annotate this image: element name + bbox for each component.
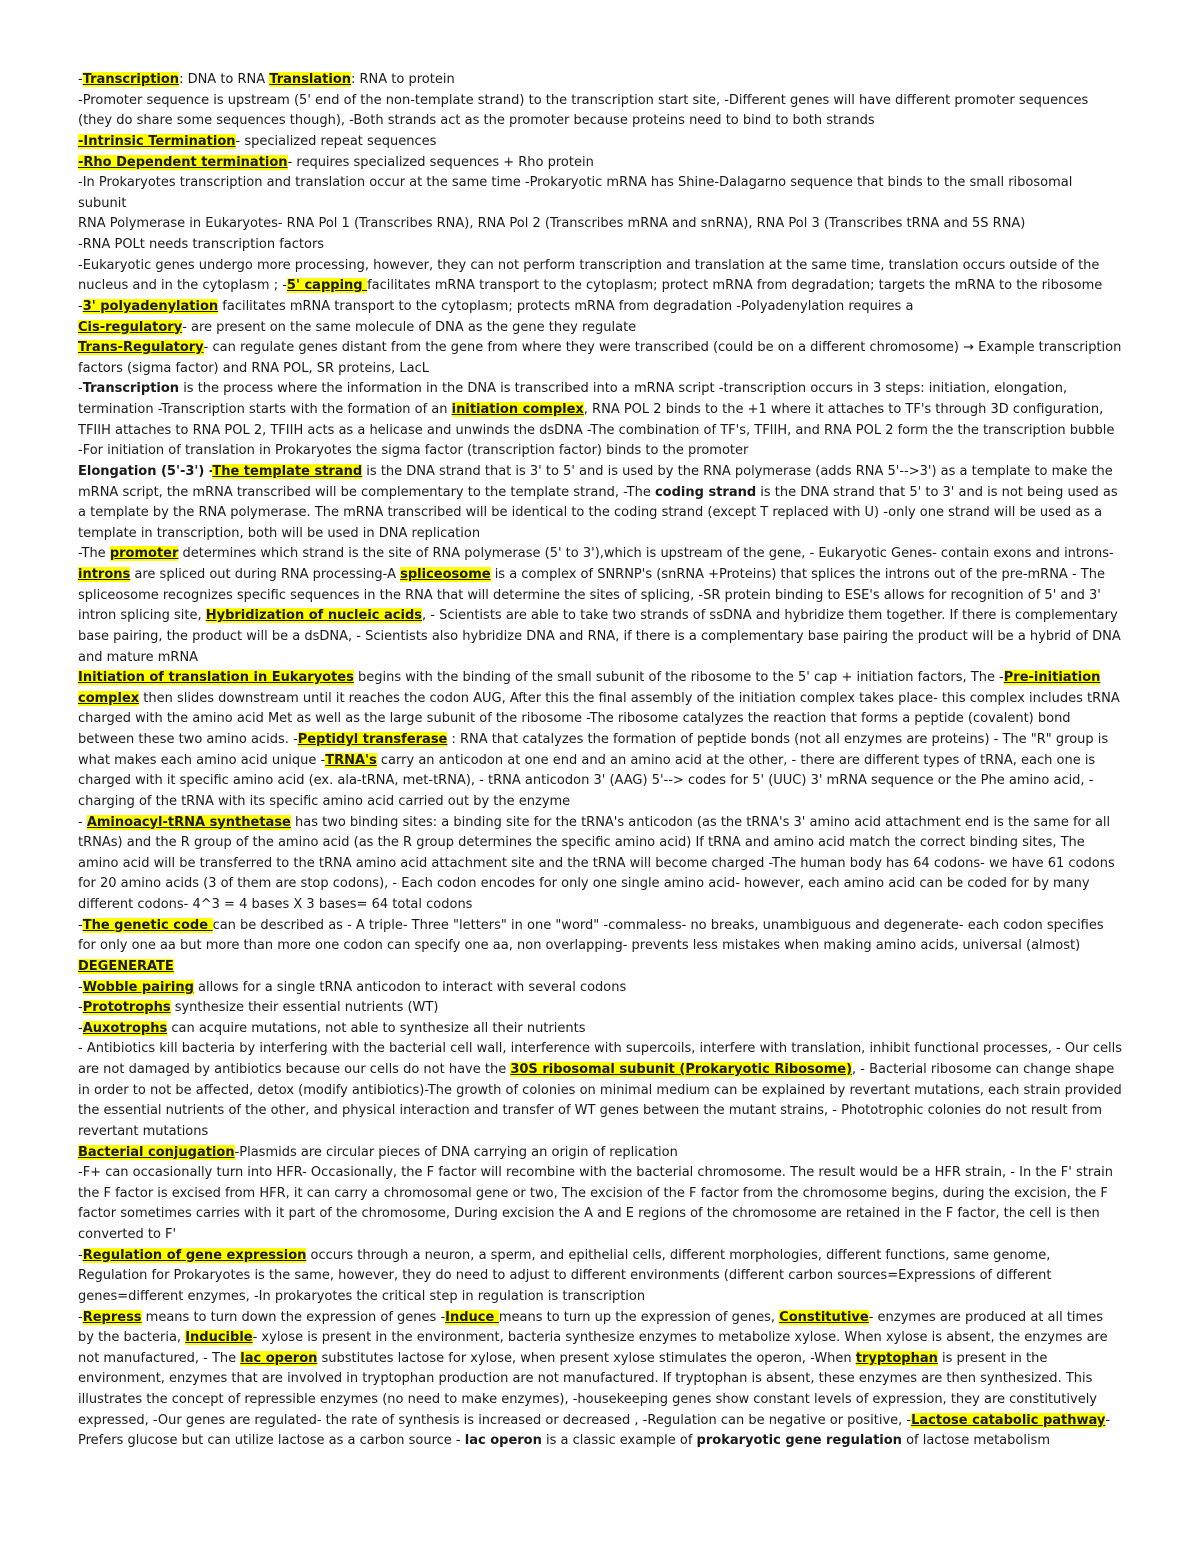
note-text: -Plasmids are circular pieces of DNA carrying an origin of replication	[234, 1144, 678, 1160]
note-text: , - Bacterial ribosome can change shape in order to not be affected, detox (modify antibiotics)-The growth of colonies on minimal medium can be explained by revertant mutations, each strain provided the essential nutrients of the other, and physical interaction and transfer of WT genes between the mutant strains, - Phototrophic colonies do not result from revertant mutations	[78, 1062, 1122, 1139]
note-paragraph	[78, 338, 1122, 379]
note-text: -In Prokaryotes transcription and translation occur at the same time -Prokaryotic mRNA has Shine-Dalagarno sequence that binds to the small ribosomal subunit	[78, 175, 1073, 211]
note-text: -	[78, 1247, 83, 1263]
note-text: -	[78, 979, 83, 995]
note-paragraph	[78, 318, 1122, 339]
note-text: can be described as - A triple- Three "letters" in one "word" -commaless- no breaks, unambiguous and degenerate- each codon specifies for only one aa but more than more one codon can specify one aa, non overlapping- prevents less mistakes when making amino acids, universal (almost)	[78, 917, 1104, 954]
note-text: is a classic example of	[541, 1433, 697, 1449]
note-paragraph	[78, 173, 1122, 214]
highlighted-term: Aminoacyl-tRNA synthetase	[86, 814, 291, 830]
note-paragraph	[78, 235, 1122, 256]
highlighted-term: Lactose catabolic pathway	[911, 1412, 1106, 1428]
highlighted-term: Hybridization of nucleic acids	[205, 608, 422, 624]
note-text: has two binding sites: a binding site for the tRNA's anticodon (as the tRNA's 3' amino acid attachment end is the same for all tRNAs) and the R group of the amino acid (as the R group determines the specific amino acid) If tRNA and amino acid match the correct binding sites, The amino acid will be transferred to the tRNA amino acid attachment site and the tRNA will become charged -The human body has 64 codons- we have 61 codons for 20 amino acids (3 of them are stop codons), - Each codon encodes for only one single amino acid- however, each amino acid can be coded for by many different codons- 4^3 = 4 bases X 3 bases= 64 total codons	[78, 814, 1115, 912]
highlighted-term: Wobble pairing	[82, 979, 194, 995]
note-text: determines which strand is the site of RNA polymerase (5' to 3'),which is upstream of the gene, - Eukaryotic Genes- contain exons and introns-	[178, 546, 1114, 562]
note-text: -	[78, 381, 83, 397]
note-text: occurs through a neuron, a sperm, and epithelial cells, different morphologies, different functions, same genome, Regulation for Prokaryotes is the same, however, they do need to adjust to different environments (different carbon sources=Expressions of different genes=different enzymes, -In prokaryotes the critical step in regulation is transcription	[78, 1247, 1052, 1304]
highlighted-term: Repress	[82, 1309, 142, 1325]
note-paragraph	[78, 441, 1122, 462]
notes-page	[78, 70, 1122, 1452]
highlighted-term: Translation	[269, 72, 352, 87]
note-paragraph	[78, 544, 1122, 668]
note-paragraph	[78, 978, 1122, 999]
note-text: are spliced out during RNA processing-A	[130, 567, 401, 582]
note-paragraph	[78, 214, 1122, 235]
note-paragraph	[78, 916, 1122, 978]
highlighted-term: Pre-initiation complex	[78, 670, 1101, 706]
highlighted-term: Cis-regulatory	[78, 319, 183, 335]
note-paragraph	[78, 153, 1122, 174]
note-paragraph	[78, 813, 1122, 916]
note-text: -The	[78, 546, 110, 562]
highlighted-term: initiation complex	[451, 402, 584, 417]
note-text: is a complex of SNRNP's (snRNA +Proteins) that splices the introns out of the pre-mRNA - The spliceosome recognizes specific sequences in the RNA that will determine the sites of splicing, -SR protein binding to ESE's allows for recognition of 5' and 3' intron splicing site,	[78, 567, 1105, 624]
note-text: -	[78, 1309, 83, 1325]
note-paragraph	[78, 1143, 1122, 1164]
note-text: means to turn up the expression of genes,	[498, 1309, 780, 1325]
note-paragraph	[78, 668, 1122, 812]
note-text: -	[78, 917, 83, 933]
highlighted-term: DEGENERATE	[78, 958, 174, 974]
note-text: can acquire mutations, not able to synthesize all their nutrients	[167, 1020, 586, 1036]
highlighted-term: Transcription	[82, 72, 180, 87]
note-text: - enzymes are produced at all times by the bacteria,	[78, 1309, 1103, 1346]
note-text: is the process where the information in the DNA is transcribed into a mRNA script -transcription occurs in 3 steps: initiation, elongation, termination -Transcription starts with the formation of an	[78, 381, 1068, 417]
highlighted-term: 5' capping	[286, 278, 368, 294]
note-text: facilitates mRNA transport to the cytoplasm; protects mRNA from degradation -Polyadenylation requires a	[218, 298, 914, 314]
note-text: - xylose is present in the environment, bacteria synthesize enzymes to metabolize xylose. When xylose is absent, the enzymes are not manufactured, - The	[78, 1330, 1108, 1366]
note-paragraph	[78, 1163, 1122, 1246]
note-paragraph	[78, 70, 1122, 91]
note-text: is present in the environment, enzymes that are involved in tryptophan production are not manufactured. If tryptophan is absent, these enzymes are then synthesized. This illustrates the concept of repressible enzymes (no need to make enzymes), -housekeeping genes show constant levels of expression, they are constitutively expressed, -Our genes are regulated- the rate of synthesis is increased or decreased , -Regulation can be negative or positive, -	[78, 1350, 1098, 1428]
note-text: - Prefers glucose but can utilize lactose as a carbon source -	[78, 1412, 1111, 1449]
highlighted-term: TRNA's	[325, 752, 377, 768]
highlighted-term: Induce	[445, 1309, 499, 1325]
highlighted-term: lac operon	[240, 1350, 318, 1366]
note-text: - requires specialized sequences + Rho protein	[287, 154, 594, 170]
highlighted-term: Trans-Regulatory	[78, 340, 204, 356]
highlighted-term: Prototrophs	[82, 1000, 171, 1016]
note-text: , RNA POL 2 binds to the +1 where it attaches to TF's through 3D configuration, TFIIH attaches to RNA POL 2, TFIIH acts as a helicase and unwinds the dsDNA -The combination of TF's, TFIIH, and RNA POL 2 form the the transcription bubble	[78, 402, 1115, 438]
note-text: synthesize their essential nutrients (WT)	[170, 1000, 439, 1016]
note-text: -F+ can occasionally turn into HFR- Occasionally, the F factor will recombine with the bacterial chromosome. The result would be a HFR strain, - In the F' strain the F factor is excised from HFR, it can carry a chromosomal gene or two, The excision of the F factor from the chromosome begins, during the excision, the F factor sometimes carries with it part of the chromosome, During excision the A and E regions of the chromosome are retained in the F factor, the cell is then converted to F'	[78, 1165, 1114, 1242]
note-text: carry an anticodon at one end and an amino acid at the other, - there are different types of tRNA, each one is charged with it specific amino acid (ex. ala-tRNA, met-tRNA), - tRNA anticodon 3' (AAG) 5'--> codes for 5' (UUC) 3' mRNA sequence or the Phe amino acid, - charging of the tRNA with its specific amino acid carried out by the enzyme	[78, 752, 1096, 809]
highlighted-term: Bacterial conjugation	[78, 1144, 235, 1160]
note-paragraph	[78, 1019, 1122, 1040]
note-text: is the DNA strand that 5' to 3' and is not being used as a template by the RNA polymerase. The mRNA transcribed will be identical to the coding strand (except T replaced with U) -only one strand will be used as a template in transcription, both will be used in DNA replication	[78, 484, 1118, 541]
note-text: means to turn down the expression of genes -	[141, 1309, 446, 1325]
note-paragraph	[78, 379, 1122, 441]
highlighted-term: Auxotrophs	[82, 1020, 168, 1036]
highlighted-term: Inducible	[185, 1330, 253, 1346]
note-text: -RNA POLt needs transcription factors	[78, 237, 325, 252]
note-text: -For initiation of translation in Prokaryotes the sigma factor (transcription factor) binds to the promoter	[78, 443, 749, 459]
highlighted-term: Initiation of translation in Eukaryotes	[78, 670, 354, 686]
note-text: -Eukaryotic genes undergo more processing, however, they can not perform transcription and translation at the same time, translation occurs outside of the nucleus and in the cytoplasm ; -	[78, 257, 1100, 294]
note-paragraph	[78, 256, 1122, 318]
bold-term: Transcription	[82, 381, 180, 397]
note-text: : RNA that catalyzes the formation of peptide bonds (not all enzymes are proteins) - The "R" group is what makes each amino acid unique -	[78, 732, 1109, 768]
bold-term: coding strand	[654, 484, 757, 500]
highlighted-term: 3' polyadenylation	[82, 298, 219, 314]
highlighted-term: Peptidyl transferase	[297, 732, 448, 747]
note-text: -	[78, 1000, 83, 1016]
highlighted-term: spliceosome	[400, 567, 491, 582]
note-text: allows for a single tRNA anticodon to interact with several codons	[193, 979, 627, 995]
note-paragraph	[78, 1246, 1122, 1308]
note-text: facilitates mRNA transport to the cytoplasm; protect mRNA from degradation; targets the mRNA to the ribosome -	[78, 278, 1103, 314]
note-text: - can regulate genes distant from the gene from where they were transcribed (could be on a different chromosome) → Example transcription factors (sigma factor) and RNA POL, SR proteins, LacL	[78, 340, 1122, 376]
highlighted-term: The genetic code	[82, 917, 213, 933]
note-paragraph	[78, 462, 1122, 545]
note-text: substitutes lactose for xylose, when present xylose stimulates the operon, -When	[317, 1350, 856, 1366]
note-text: - are present on the same molecule of DNA as the gene they regulate	[182, 319, 637, 335]
note-text: -	[78, 72, 83, 87]
note-text: begins with the binding of the small subunit of the ribosome to the 5' cap + initiation factors, The -	[353, 670, 1004, 686]
note-text: -	[78, 814, 87, 830]
note-text: : RNA to protein	[351, 72, 455, 87]
highlighted-term: Constitutive	[779, 1309, 869, 1325]
bold-term: Elongation (5'-3') -	[78, 463, 213, 479]
highlighted-term: -Rho Dependent termination	[78, 154, 288, 170]
note-paragraph	[78, 132, 1122, 153]
highlighted-term: promoter	[109, 546, 179, 562]
highlighted-term: tryptophan	[855, 1350, 938, 1366]
bold-term: lac operon	[464, 1433, 542, 1449]
highlighted-term: 30S ribosomal subunit (Prokaryotic Ribosome)	[510, 1062, 853, 1077]
note-text: is the DNA strand that is 3' to 5' and is used by the RNA polymerase (adds RNA 5'-->3') as a template to make the mRNA script, the mRNA transcribed will be complementary to the template strand, -The	[78, 463, 1113, 500]
note-text: -Promoter sequence is upstream (5' end of the non-template strand) to the transcription start site, -Different genes will have different promoter sequences (they do share some sequences though), -Both strands act as the promoter because proteins need to bind to both strands	[78, 92, 1089, 129]
note-paragraph	[78, 91, 1122, 132]
highlighted-term: Regulation of gene expression	[82, 1247, 307, 1263]
note-text: then slides downstream until it reaches the codon AUG, After this the final assembly of the initiation complex takes place- this complex includes tRNA charged with the amino acid Met as well as the large subunit of the ribosome -The ribosome catalyzes the reaction that forms a peptide (covalent) bond between these two amino acids. -	[78, 690, 1120, 747]
note-paragraph	[78, 1308, 1122, 1452]
note-text: : DNA to RNA	[179, 72, 270, 87]
highlighted-term: introns	[78, 567, 131, 582]
note-text: of lactose metabolism	[901, 1433, 1051, 1449]
note-text: -	[78, 1020, 83, 1036]
bold-term: prokaryotic gene regulation	[696, 1433, 902, 1449]
note-text: - Antibiotics kill bacteria by interfering with the bacterial cell wall, interference with supercoils, interfere with translation, inhibit functional processes, - Our cells are not damaged by antibiotics because our cells do not have the	[78, 1041, 1122, 1077]
highlighted-term: -Intrinsic Termination	[78, 133, 236, 149]
note-paragraph	[78, 998, 1122, 1019]
note-text: RNA Polymerase in Eukaryotes- RNA Pol 1 (Transcribes RNA), RNA Pol 2 (Transcribes mRNA and snRNA), RNA Pol 3 (Transcribes tRNA and 5S RNA)	[78, 216, 1026, 232]
note-text: - specialized repeat sequences	[235, 133, 437, 149]
note-text: , - Scientists are able to take two strands of ssDNA and hybridize them together. If there is complementary base pairing, the product will be a dsDNA, - Scientists also hybridize DNA and RNA, if there is a complementary base pairing the product will be a hybrid of DNA and mature mRNA	[78, 608, 1121, 665]
note-paragraph	[78, 1039, 1122, 1142]
highlighted-term: The template strand	[212, 463, 363, 479]
